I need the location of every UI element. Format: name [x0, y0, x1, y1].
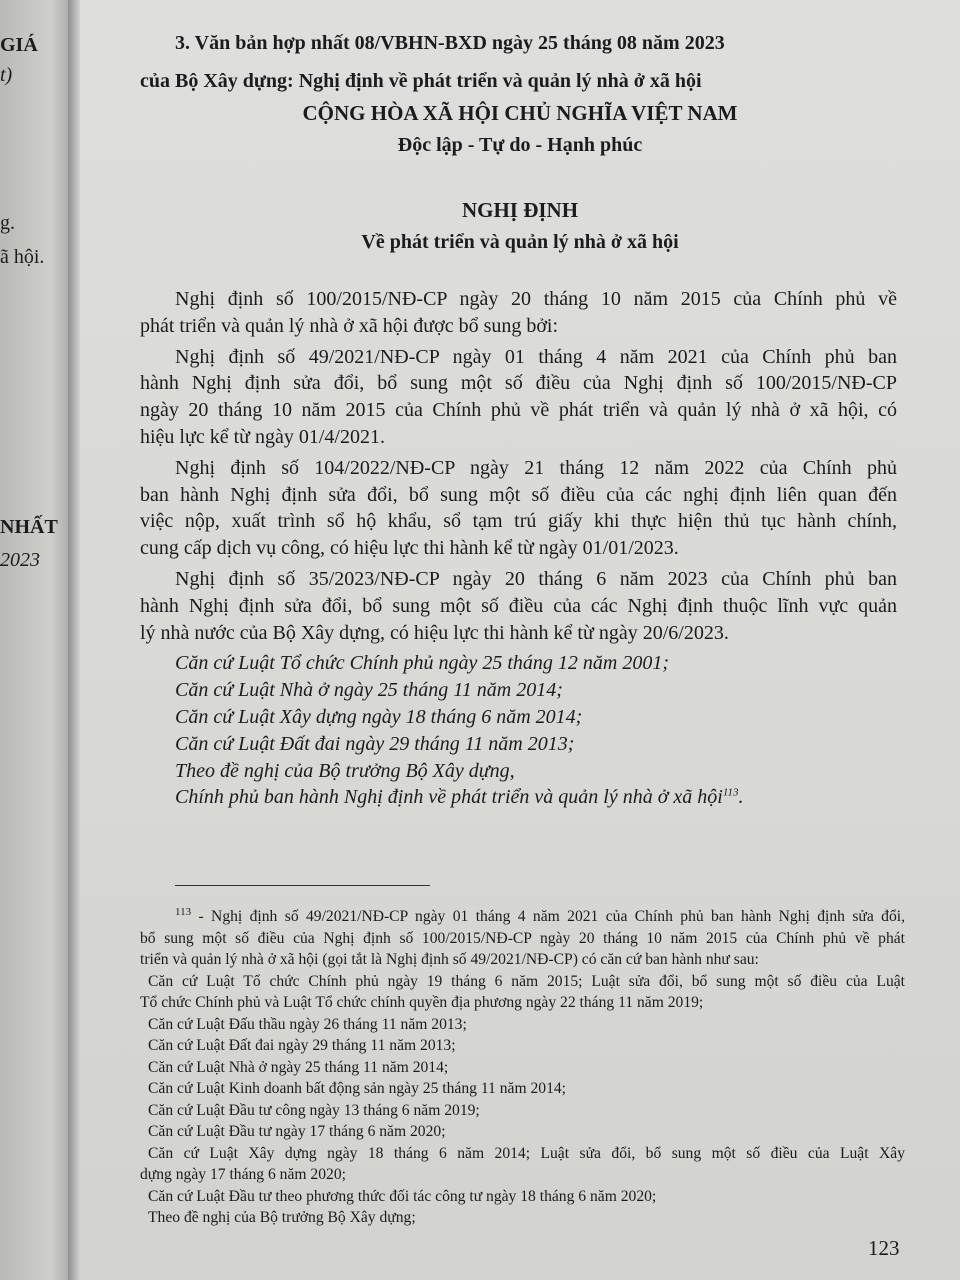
- prev-page-fragment: NHẤT: [0, 516, 58, 538]
- text-line: hiệu lực kể từ ngày 01/4/2021.: [140, 425, 385, 448]
- document-type: NGHỊ ĐỊNH: [461, 198, 579, 222]
- legal-bases: [140, 650, 897, 811]
- previous-page-edge: [0, 0, 72, 1280]
- footnote-line: Theo đề nghị của Bộ trưởng Bộ Xây dựng;: [148, 1209, 416, 1226]
- text-line: lý nhà nước của Bộ Xây dựng, có hiệu lực thi hành kể từ ngày 20/6/2023.: [140, 621, 729, 644]
- text-line: phát triển và quản lý nhà ở xã hội được bổ sung bởi:: [140, 314, 559, 337]
- footnote-line: triển và quản lý nhà ở xã hội (gọi tắt là Nghị định số 49/2021/NĐ-CP) có căn cứ ban hành như sau:: [140, 951, 759, 968]
- paragraph: [140, 344, 897, 451]
- legal-basis-line: Căn cứ Luật Tổ chức Chính phủ ngày 25 tháng 12 năm 2001;: [175, 652, 670, 675]
- text-line: Nghị định số 104/2022/NĐ-CP ngày 21 tháng 12 năm 2022 của Chính phủ: [175, 456, 897, 479]
- footnote-line: Tổ chức Chính phủ và Luật Tổ chức chính quyền địa phương ngày 22 tháng 11 năm 2019;: [140, 994, 704, 1011]
- text-line: Nghị định số 35/2023/NĐ-CP ngày 20 tháng 6 năm 2023 của Chính phủ ban: [175, 567, 897, 590]
- paragraph: [140, 566, 897, 646]
- prev-page-fragment: g.: [0, 212, 15, 234]
- text-line: Nghị định số 49/2021/NĐ-CP ngày 01 tháng 4 năm 2021 của Chính phủ ban: [175, 345, 897, 368]
- paragraph: [140, 455, 897, 562]
- national-title: CỘNG HÒA XÃ HỘI CHỦ NGHĨA VIỆT NAM: [302, 101, 738, 125]
- legal-basis-line: Căn cứ Luật Đất đai ngày 29 tháng 11 năm 2013;: [175, 732, 575, 755]
- footnote-line: [140, 906, 905, 928]
- text-line: Nghị định số 100/2015/NĐ-CP ngày 20 tháng 10 năm 2015 của Chính phủ về: [175, 288, 897, 310]
- footnote-line: Căn cứ Luật Đầu tư theo phương thức đối tác công tư ngày 18 tháng 6 năm 2020;: [148, 1187, 657, 1205]
- enactment-text: Chính phủ ban hành Nghị định về phát triển và quản lý nhà ở xã hội: [175, 786, 723, 809]
- text-line: hành Nghị định sửa đổi, bổ sung một số điều của các Nghị định thuộc lĩnh vực quản: [140, 594, 897, 617]
- footnote-reference[interactable]: 113: [722, 786, 739, 799]
- legal-basis-line: Theo đề nghị của Bộ trưởng Bộ Xây dựng,: [175, 759, 515, 782]
- legal-basis-line: Căn cứ Luật Xây dựng ngày 18 tháng 6 năm 2014;: [175, 705, 583, 728]
- legal-basis-line: Chính phủ ban hành Nghị định về phát triển và quản lý nhà ở xã hội$^{113}$.: [175, 786, 744, 809]
- text-line: việc nộp, xuất trình sổ hộ khẩu, sổ tạm trú giấy khi thực hiện thủ tục hành chính,: [140, 510, 897, 533]
- text-line: cung cấp dịch vụ công, có hiệu lực thi hành kể từ ngày 01/01/2023.: [140, 537, 679, 560]
- document-subject: Về phát triển và quản lý nhà ở xã hội: [361, 231, 679, 253]
- prev-page-fragment: GIÁ: [0, 34, 38, 56]
- document-body: [140, 286, 897, 811]
- page-number: 123: [868, 1236, 900, 1260]
- text-line: hành Nghị định sửa đổi, bổ sung một số điều của Nghị định số 100/2015/NĐ-CP: [140, 372, 897, 395]
- prev-page-fragment: 2023: [0, 549, 40, 571]
- footnote-line: Căn cứ Luật Đầu tư công ngày 13 tháng 6 năm 2019;: [148, 1101, 480, 1119]
- national-motto: Độc lập - Tự do - Hạnh phúc: [397, 134, 643, 156]
- legal-basis-line: Căn cứ Luật Nhà ở ngày 25 tháng 11 năm 2014;: [175, 679, 563, 702]
- footnote-line: Căn cứ Luật Kinh doanh bất động sản ngày 25 tháng 11 năm 2014;: [148, 1080, 567, 1097]
- footnote-line: bổ sung một số điều của Nghị định số 100/2015/NĐ-CP ngày 20 tháng 10 năm 2015 của Chính phủ về phát: [140, 929, 905, 947]
- text-line: ngày 20 tháng 10 năm 2015 của Chính phủ về phát triển và quản lý nhà ở xã hội, có: [140, 399, 897, 422]
- footnote-line: dựng ngày 17 tháng 6 năm 2020;: [140, 1166, 346, 1183]
- prev-page-fragment: t): [0, 64, 13, 86]
- footnote-line: Căn cứ Luật Xây dựng ngày 18 tháng 6 năm 2014; Luật sửa đổi, bổ sung một số điều của Luật Xây: [148, 1144, 905, 1162]
- section-heading-line1: 3. Văn bản hợp nhất 08/VBHN-BXD ngày 25 tháng 08 năm 2023: [175, 32, 725, 54]
- footnote-line: Căn cứ Luật Đấu thầu ngày 26 tháng 11 năm 2013;: [148, 1015, 467, 1033]
- footnote: [140, 906, 905, 1229]
- footnote-line: Căn cứ Luật Nhà ở ngày 25 tháng 11 năm 2014;: [148, 1058, 449, 1076]
- footnote-separator: [175, 885, 430, 886]
- section-heading-line2: của Bộ Xây dựng: Nghị định về phát triển và quản lý nhà ở xã hội: [140, 70, 702, 92]
- paragraph: [140, 286, 897, 340]
- footnote-line: Căn cứ Luật Đầu tư ngày 17 tháng 6 năm 2020;: [148, 1123, 446, 1140]
- text-line: ban hành Nghị định sửa đổi, bổ sung một số điều của các nghị định liên quan đến: [140, 483, 897, 506]
- footnote-number: 113: [175, 905, 192, 918]
- footnote-line: Căn cứ Luật Đất đai ngày 29 tháng 11 năm 2013;: [148, 1037, 456, 1054]
- prev-page-fragment: ã hội.: [0, 246, 45, 268]
- footnote-line: Căn cứ Luật Tổ chức Chính phủ ngày 19 tháng 6 năm 2015; Luật sửa đổi, bổ sung một số điều của Luật: [148, 972, 905, 990]
- footnote-text: - Nghị định số 49/2021/NĐ-CP ngày 01 tháng 4 năm 2021 của Chính phủ ban hành Nghị định sửa đổi,: [191, 908, 905, 925]
